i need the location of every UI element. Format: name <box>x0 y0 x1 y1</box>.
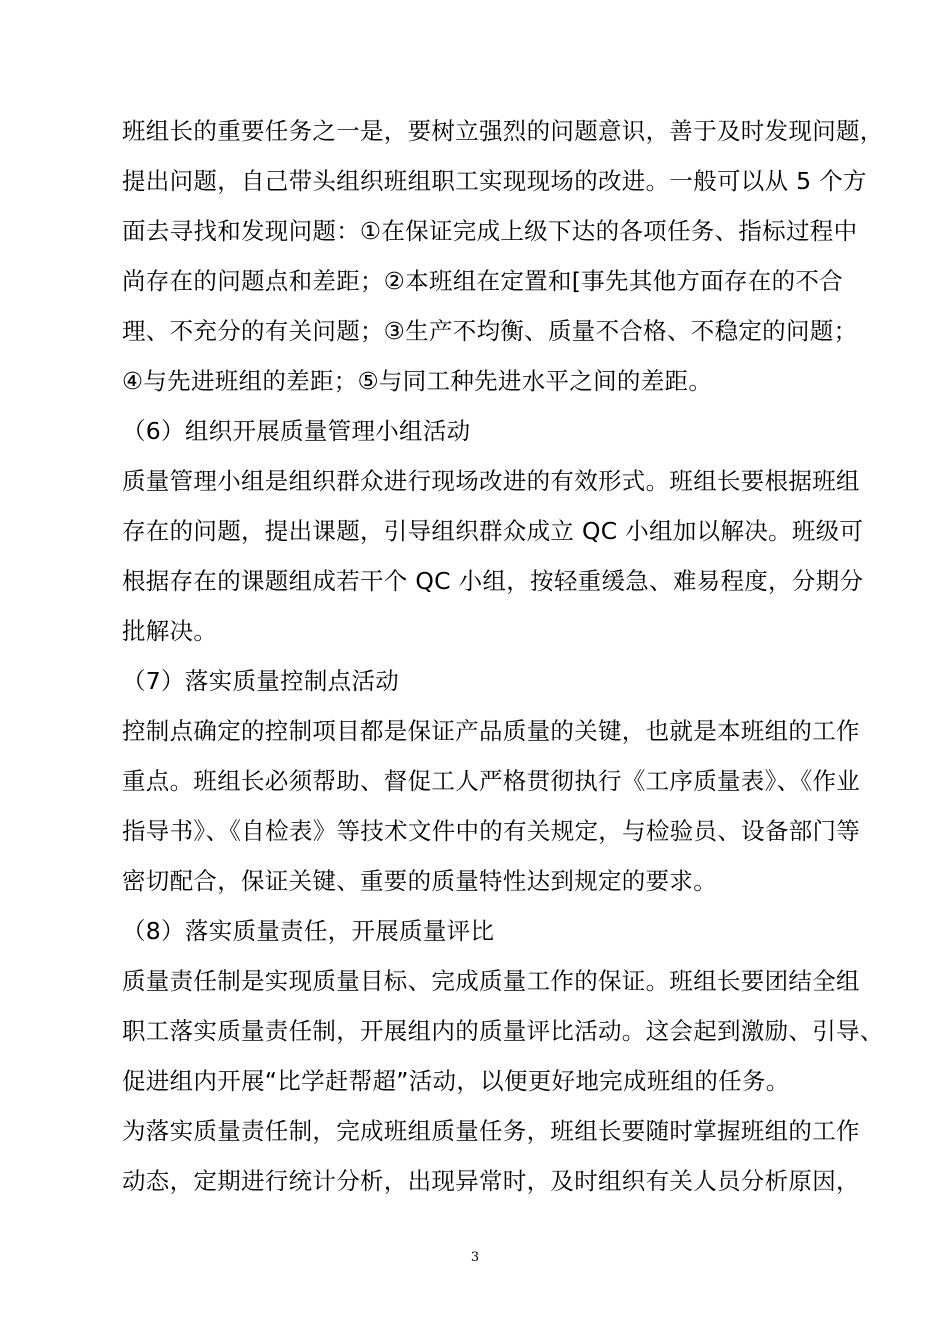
text-line: 理、不充分的有关问题；③生产不均衡、质量不合格、不稳定的问题； <box>122 317 858 345</box>
text-line: 尚存在的问题点和差距；②本班组在定置和[事先其他方面存在的不合 <box>122 267 844 295</box>
text-line: 指导书》、《自检表》等技术文件中的有关规定，与检验员、设备部门等 <box>122 817 861 845</box>
section-heading: （8）落实质量责任，开展质量评比 <box>122 917 495 945</box>
text-line: 质量责任制是实现质量目标、完成质量工作的保证。班组长要团结全组 <box>122 967 860 995</box>
section-heading: （6）组织开展质量管理小组活动 <box>122 417 471 445</box>
text-line: 职工落实质量责任制，开展组内的质量评比活动。这会起到激励、引导、 <box>122 1017 884 1045</box>
text-line: 质量管理小组是组织群众进行现场改进的有效形式。班组长要根据班组 <box>122 467 860 495</box>
page-number: 3 <box>470 1250 480 1265</box>
body-text <box>122 106 882 1206</box>
text-line: 控制点确定的控制项目都是保证产品质量的关键，也就是本班组的工作 <box>122 717 860 745</box>
text-line: 班组长的重要任务之一是，要树立强烈的问题意识，善于及时发现问题， <box>122 117 884 145</box>
text-line: ④与先进班组的差距；⑤与同工种先进水平之间的差距。 <box>122 367 713 395</box>
text-line: 动态，定期进行统计分析，出现异常时，及时组织有关人员分析原因， <box>122 1167 860 1195</box>
text-line: 存在的问题，提出课题，引导组织群众成立 QC 小组加以解决。班级可 <box>122 517 864 545</box>
text-line: 提出问题，自己带头组织班组职工实现现场的改进。一般可以从 5 个方 <box>122 167 867 195</box>
section-heading: （7）落实质量控制点活动 <box>122 667 400 695</box>
text-line: 批解决。 <box>122 617 218 645</box>
text-line: 为落实质量责任制，完成班组质量任务，班组长要随时掌握班组的工作 <box>122 1117 860 1145</box>
text-line: 面去寻找和发现问题：①在保证完成上级下达的各项任务、指标过程中 <box>122 217 858 245</box>
text-line: 重点。班组长必须帮助、督促工人严格贯彻执行《工序质量表》、《作业 <box>122 767 861 795</box>
text-line: 密切配合，保证关键、重要的质量特性达到规定的要求。 <box>122 867 717 895</box>
text-line: 促进组内开展“比学赶帮超”活动，以便更好地完成班组的任务。 <box>122 1067 790 1095</box>
text-line: 根据存在的课题组成若干个 QC 小组，按轻重缓急、难易程度，分期分 <box>122 567 864 595</box>
